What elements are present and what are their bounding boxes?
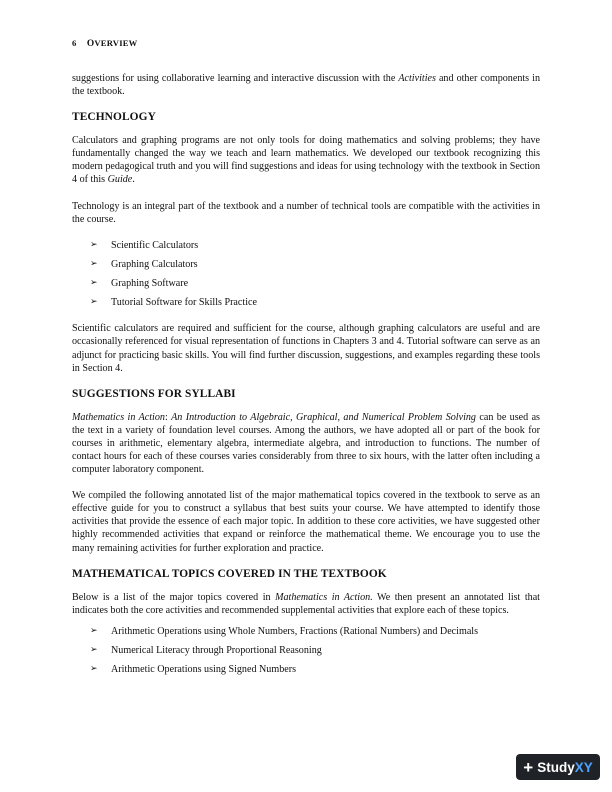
topics-text-2: We then present an annotated list that indicates both the core activities and recommended supplemental activities that explore each of these topics. (72, 591, 540, 616)
arrow-bullet-icon: ➢ (90, 278, 98, 289)
list-item-text: Graphing Software (111, 278, 189, 290)
arrow-bullet-icon: ➢ (90, 297, 98, 308)
watermark-xy-text: XY (574, 759, 593, 775)
topics-list (90, 625, 540, 676)
topics-text-1: Below is a list of the major topics covered in (72, 591, 276, 603)
book-title: Mathematics in Action (72, 411, 165, 423)
list-item (90, 625, 540, 638)
watermark-study-text: Study (537, 759, 575, 775)
intro-paragraph (72, 72, 540, 98)
studyxy-watermark (516, 754, 600, 780)
technology-heading: TECHNOLOGY (72, 111, 156, 124)
arrow-bullet-icon: ➢ (90, 625, 98, 636)
topics-italic: Mathematics in Action. (275, 591, 373, 603)
topics-paragraph (72, 591, 540, 617)
title-colon: : (164, 411, 172, 423)
arrow-bullet-icon: ➢ (90, 258, 98, 269)
technology-tools-list (90, 239, 540, 310)
technology-text-2: . (132, 174, 135, 186)
list-item-text: Arithmetic Operations using Signed Numbers (111, 663, 297, 675)
list-item (90, 239, 540, 252)
page-content (72, 72, 540, 689)
page-number: 6 (72, 38, 77, 48)
list-item-text: Scientific Calculators (111, 239, 199, 251)
list-item (90, 296, 540, 309)
syllabi-paragraph-1 (72, 411, 540, 476)
intro-italic: Activities (398, 73, 436, 84)
technology-paragraph-1 (72, 134, 540, 186)
arrow-bullet-icon: ➢ (90, 239, 98, 250)
topics-heading: MATHEMATICAL TOPICS COVERED IN THE TEXTBOOK (72, 567, 387, 580)
technology-paragraph-2: Technology is an integral part of the textbook and a number of technical tools are compatible with the activities in the course. (72, 200, 540, 225)
book-subtitle: An Introduction to Algebraic, Graphical, and Numerical Problem Solving (171, 411, 476, 423)
syllabi-text-1: can be used as the text in a variety of foundation level courses. Among the authors, we have adopted all or part of the book for courses in arithmetic, elementary algebra, intermediate algebra, and introduction to functions. The number of contact hours for each of these courses varies considerably from three to six hours, with the latter often including a computer laboratory component. (72, 411, 540, 476)
list-item-text: Numerical Literacy through Proportional Reasoning (111, 644, 322, 656)
arrow-bullet-icon: ➢ (90, 663, 98, 674)
list-item (90, 663, 540, 676)
list-item (90, 258, 540, 271)
list-item (90, 277, 540, 290)
arrow-bullet-icon: ➢ (90, 644, 98, 655)
list-item-text: Arithmetic Operations using Whole Numbers, Fractions (Rational Numbers) and Decimals (111, 625, 479, 637)
running-header (72, 38, 137, 49)
section-title-initial: O (86, 39, 95, 49)
syllabi-paragraph-2: We compiled the following annotated list of the major mathematical topics covered in the textbook to serve as an effective guide for you to construct a syllabus that best suits your course. We have attempted to identify those activities that provide the essence of each major topic. In addition to these core activities, we have suggested other highly recommended activities that expand or reinforce the mathematical theme. We encourage you to use the many remaining activities for further exploration and practice. (72, 490, 540, 554)
syllabi-heading: SUGGESTIONS FOR SYLLABI (72, 387, 236, 400)
technology-text-1: Calculators and graphing programs are not only tools for doing mathematics and solving problems; they have fundamentally changed the way we teach and learn mathematics. We developed our textbook recognizing this modern pedagogical truth and you will find suggestions and ideas for using technology with the textbook in Section 4 of this (72, 135, 540, 186)
intro-text-2: and other components in the textbook. (72, 73, 540, 98)
list-item-text: Tutorial Software for Skills Practice (111, 297, 257, 309)
list-item-text: Graphing Calculators (111, 258, 198, 270)
intro-text-1: suggestions for using collaborative learning and interactive discussion with the (72, 73, 399, 84)
technology-paragraph-3: Scientific calculators are required and sufficient for the course, although graphing calculators are useful and are occasionally referenced for visual representation of functions in Chapters 3 and 4. Tutorial software can serve as an adjunct for practicing basic skills. You will find further discussion, suggestions, and examples regarding these tools in Section 4. (72, 323, 540, 374)
list-item (90, 644, 540, 657)
technology-italic: Guide (107, 174, 133, 186)
section-title-rest: VERVIEW (94, 38, 138, 48)
plus-icon: + (523, 757, 534, 777)
